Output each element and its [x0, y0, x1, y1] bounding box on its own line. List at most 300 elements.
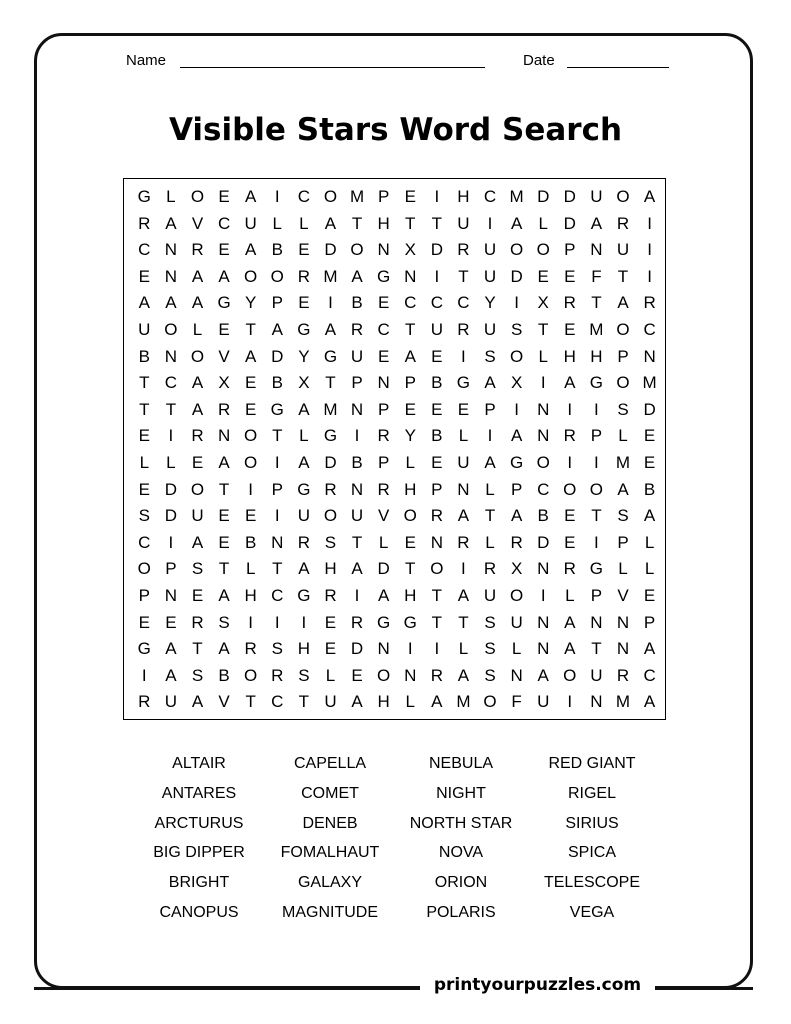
grid-cell[interactable]: L: [618, 426, 628, 446]
grid-cell[interactable]: M: [642, 373, 657, 393]
grid-cell[interactable]: D: [643, 399, 656, 419]
grid-cell[interactable]: I: [354, 586, 360, 605]
grid-cell[interactable]: R: [138, 213, 151, 233]
grid-cell[interactable]: A: [564, 639, 576, 659]
grid-cell[interactable]: O: [323, 187, 338, 206]
grid-cell[interactable]: A: [191, 532, 204, 552]
grid-cell[interactable]: U: [483, 586, 497, 605]
grid-cell[interactable]: H: [563, 346, 576, 366]
grid-cell[interactable]: O: [244, 453, 258, 472]
grid-cell[interactable]: P: [431, 479, 443, 499]
grid-cell[interactable]: G: [137, 639, 151, 659]
grid-cell[interactable]: A: [484, 453, 496, 472]
grid-cell[interactable]: S: [617, 506, 629, 526]
grid-cell[interactable]: T: [272, 426, 283, 446]
grid-cell[interactable]: O: [190, 346, 205, 366]
grid-cell[interactable]: R: [563, 559, 576, 579]
grid-cell[interactable]: T: [405, 213, 416, 233]
grid-cell[interactable]: A: [298, 559, 310, 579]
grid-cell[interactable]: P: [510, 479, 523, 499]
grid-cell[interactable]: E: [138, 426, 150, 446]
grid-cell[interactable]: A: [245, 346, 257, 366]
grid-cell[interactable]: Y: [404, 426, 416, 446]
grid-cell[interactable]: A: [457, 586, 470, 605]
grid-cell[interactable]: E: [377, 346, 390, 366]
grid-cell[interactable]: L: [538, 346, 548, 366]
grid-cell[interactable]: I: [274, 187, 280, 206]
grid-cell[interactable]: C: [404, 293, 417, 313]
grid-cell[interactable]: I: [594, 399, 599, 419]
grid-cell[interactable]: L: [405, 692, 415, 712]
grid-cell[interactable]: A: [245, 240, 257, 260]
grid-cell[interactable]: O: [536, 453, 550, 472]
grid-cell[interactable]: N: [537, 426, 550, 446]
grid-cell[interactable]: A: [564, 612, 576, 632]
grid-cell[interactable]: G: [589, 373, 603, 393]
grid-cell[interactable]: O: [244, 665, 258, 685]
grid-cell[interactable]: A: [643, 692, 656, 712]
grid-cell[interactable]: P: [138, 586, 150, 605]
grid-cell[interactable]: G: [403, 612, 417, 632]
grid-cell[interactable]: F: [511, 692, 522, 712]
grid-cell[interactable]: D: [563, 187, 576, 206]
grid-cell[interactable]: R: [563, 293, 576, 313]
grid-cell[interactable]: O: [616, 373, 630, 393]
grid-cell[interactable]: D: [324, 453, 337, 472]
grid-cell[interactable]: E: [431, 346, 443, 366]
grid-cell[interactable]: R: [297, 532, 310, 552]
grid-cell[interactable]: E: [218, 187, 230, 206]
grid-cell[interactable]: T: [591, 639, 602, 659]
grid-cell[interactable]: L: [166, 453, 176, 472]
grid-cell[interactable]: N: [271, 532, 284, 552]
grid-cell[interactable]: T: [405, 559, 416, 579]
grid-cell[interactable]: N: [457, 479, 470, 499]
grid-cell[interactable]: L: [299, 213, 309, 233]
grid-cell[interactable]: X: [537, 293, 549, 313]
grid-cell[interactable]: I: [567, 692, 573, 712]
grid-cell[interactable]: M: [456, 692, 471, 712]
grid-cell[interactable]: H: [244, 586, 257, 605]
grid-cell[interactable]: A: [564, 373, 576, 393]
grid-cell[interactable]: P: [377, 187, 390, 206]
grid-cell[interactable]: R: [191, 240, 204, 260]
grid-cell[interactable]: O: [190, 187, 205, 206]
grid-cell[interactable]: A: [431, 692, 443, 712]
grid-cell[interactable]: P: [643, 612, 656, 632]
grid-cell[interactable]: U: [590, 187, 603, 206]
grid-cell[interactable]: M: [615, 692, 631, 712]
grid-cell[interactable]: U: [164, 692, 178, 712]
grid-cell[interactable]: I: [540, 373, 546, 393]
grid-cell[interactable]: S: [298, 665, 310, 685]
grid-cell[interactable]: U: [191, 506, 204, 526]
grid-cell[interactable]: I: [461, 346, 466, 366]
grid-cell[interactable]: P: [617, 346, 629, 366]
grid-cell[interactable]: T: [272, 559, 283, 579]
grid-cell[interactable]: P: [590, 586, 603, 605]
grid-cell[interactable]: V: [617, 586, 629, 605]
grid-cell[interactable]: E: [324, 612, 337, 632]
grid-cell[interactable]: P: [271, 479, 283, 499]
grid-cell[interactable]: G: [509, 453, 524, 472]
grid-cell[interactable]: G: [270, 399, 284, 419]
grid-cell[interactable]: N: [643, 346, 656, 366]
grid-cell[interactable]: A: [510, 213, 523, 233]
grid-cell[interactable]: B: [271, 373, 283, 393]
grid-cell[interactable]: R: [350, 320, 364, 339]
grid-cell[interactable]: E: [298, 293, 310, 313]
grid-cell[interactable]: O: [244, 426, 258, 446]
name-line[interactable]: [180, 67, 485, 68]
grid-cell[interactable]: S: [617, 399, 629, 419]
grid-cell[interactable]: A: [351, 559, 363, 579]
grid-cell[interactable]: C: [297, 187, 310, 206]
grid-cell[interactable]: A: [617, 479, 629, 499]
grid-cell[interactable]: E: [351, 665, 363, 685]
grid-cell[interactable]: M: [615, 453, 631, 472]
grid-cell[interactable]: D: [271, 346, 284, 366]
grid-cell[interactable]: U: [510, 612, 523, 632]
grid-cell[interactable]: H: [457, 187, 470, 206]
grid-cell[interactable]: R: [297, 266, 310, 286]
grid-cell[interactable]: I: [434, 639, 440, 659]
grid-cell[interactable]: C: [138, 240, 151, 260]
grid-cell[interactable]: U: [616, 240, 630, 260]
grid-cell[interactable]: R: [510, 532, 523, 552]
grid-cell[interactable]: A: [165, 293, 177, 313]
grid-cell[interactable]: U: [297, 506, 310, 526]
grid-cell[interactable]: A: [165, 665, 177, 685]
grid-cell[interactable]: P: [564, 240, 576, 260]
grid-cell[interactable]: P: [165, 559, 177, 579]
grid-cell[interactable]: A: [165, 213, 177, 233]
grid-cell[interactable]: Y: [484, 293, 496, 313]
grid-cell[interactable]: I: [407, 639, 413, 659]
grid-cell[interactable]: G: [297, 586, 311, 605]
grid-cell[interactable]: T: [431, 586, 443, 605]
grid-cell[interactable]: I: [328, 293, 333, 313]
grid-cell[interactable]: G: [377, 612, 391, 632]
grid-cell[interactable]: C: [430, 293, 443, 313]
grid-cell[interactable]: L: [192, 320, 203, 339]
grid-cell[interactable]: G: [297, 479, 311, 499]
grid-cell[interactable]: D: [350, 639, 364, 659]
grid-cell[interactable]: N: [616, 612, 630, 632]
grid-cell[interactable]: O: [616, 320, 630, 339]
grid-cell[interactable]: O: [616, 187, 630, 206]
grid-cell[interactable]: D: [537, 187, 550, 206]
grid-cell[interactable]: E: [404, 399, 416, 419]
grid-cell[interactable]: L: [245, 559, 256, 579]
grid-cell[interactable]: U: [457, 213, 470, 233]
grid-cell[interactable]: N: [404, 266, 417, 286]
grid-cell[interactable]: O: [323, 506, 338, 526]
grid-cell[interactable]: U: [350, 346, 364, 366]
grid-cell[interactable]: O: [563, 479, 577, 499]
grid-cell[interactable]: E: [138, 612, 150, 632]
grid-cell[interactable]: P: [377, 453, 390, 472]
grid-cell[interactable]: I: [354, 426, 360, 446]
grid-cell[interactable]: N: [590, 612, 603, 632]
grid-cell[interactable]: A: [457, 506, 470, 526]
grid-cell[interactable]: I: [434, 266, 440, 286]
grid-cell[interactable]: I: [514, 399, 519, 419]
grid-cell[interactable]: G: [456, 373, 471, 393]
grid-cell[interactable]: U: [483, 240, 497, 260]
grid-cell[interactable]: C: [138, 532, 151, 552]
grid-cell[interactable]: A: [271, 320, 283, 339]
grid-cell[interactable]: S: [510, 320, 523, 339]
grid-cell[interactable]: C: [271, 586, 284, 605]
grid-cell[interactable]: R: [350, 612, 364, 632]
grid-cell[interactable]: L: [139, 453, 150, 472]
grid-cell[interactable]: N: [590, 692, 603, 712]
grid-cell[interactable]: N: [350, 479, 364, 499]
grid-cell[interactable]: P: [271, 293, 283, 313]
grid-cell[interactable]: A: [377, 586, 390, 605]
grid-cell[interactable]: L: [538, 213, 548, 233]
grid-cell[interactable]: A: [191, 266, 204, 286]
grid-cell[interactable]: I: [168, 426, 174, 446]
grid-cell[interactable]: L: [272, 213, 282, 233]
grid-cell[interactable]: R: [217, 399, 231, 419]
grid-cell[interactable]: T: [218, 479, 230, 499]
grid-cell[interactable]: B: [351, 293, 363, 313]
grid-cell[interactable]: A: [324, 320, 337, 339]
grid-cell[interactable]: O: [244, 266, 258, 286]
grid-cell[interactable]: N: [164, 240, 178, 260]
grid-cell[interactable]: A: [590, 213, 603, 233]
grid-cell[interactable]: A: [191, 399, 204, 419]
grid-cell[interactable]: G: [297, 320, 311, 339]
grid-cell[interactable]: L: [299, 426, 309, 446]
grid-cell[interactable]: T: [405, 320, 416, 339]
grid-cell[interactable]: A: [643, 639, 656, 659]
grid-cell[interactable]: I: [248, 479, 254, 499]
grid-cell[interactable]: O: [483, 692, 497, 712]
grid-cell[interactable]: A: [245, 187, 257, 206]
grid-cell[interactable]: R: [138, 692, 151, 712]
grid-cell[interactable]: T: [298, 692, 310, 712]
grid-cell[interactable]: T: [192, 639, 203, 659]
grid-cell[interactable]: E: [643, 426, 656, 446]
grid-cell[interactable]: I: [301, 612, 307, 632]
grid-cell[interactable]: V: [191, 213, 204, 233]
grid-cell[interactable]: O: [536, 240, 550, 260]
grid-cell[interactable]: L: [644, 532, 655, 552]
grid-cell[interactable]: T: [484, 506, 496, 526]
grid-cell[interactable]: M: [323, 399, 338, 419]
grid-cell[interactable]: C: [643, 320, 656, 339]
grid-cell[interactable]: R: [643, 293, 656, 313]
grid-cell[interactable]: V: [218, 346, 230, 366]
grid-cell[interactable]: N: [164, 266, 178, 286]
grid-cell[interactable]: B: [245, 532, 257, 552]
grid-cell[interactable]: X: [218, 373, 230, 393]
grid-cell[interactable]: S: [484, 346, 496, 366]
grid-cell[interactable]: T: [218, 559, 230, 579]
grid-cell[interactable]: O: [403, 506, 417, 526]
grid-cell[interactable]: C: [643, 665, 656, 685]
grid-cell[interactable]: B: [271, 240, 283, 260]
grid-cell[interactable]: R: [430, 665, 443, 685]
grid-cell[interactable]: O: [137, 559, 151, 579]
grid-cell[interactable]: A: [457, 665, 470, 685]
grid-cell[interactable]: M: [323, 266, 338, 286]
grid-cell[interactable]: C: [377, 320, 390, 339]
grid-cell[interactable]: E: [457, 399, 470, 419]
grid-cell[interactable]: O: [509, 240, 524, 260]
grid-cell[interactable]: U: [483, 320, 497, 339]
grid-cell[interactable]: R: [616, 665, 630, 685]
grid-cell[interactable]: C: [537, 479, 550, 499]
grid-cell[interactable]: H: [297, 639, 310, 659]
grid-cell[interactable]: R: [377, 479, 390, 499]
grid-cell[interactable]: P: [617, 532, 629, 552]
grid-cell[interactable]: R: [430, 506, 443, 526]
grid-cell[interactable]: E: [218, 240, 230, 260]
grid-cell[interactable]: L: [405, 453, 415, 472]
grid-cell[interactable]: B: [431, 373, 443, 393]
grid-cell[interactable]: R: [271, 665, 284, 685]
grid-cell[interactable]: U: [590, 665, 603, 685]
grid-cell[interactable]: T: [458, 266, 469, 286]
grid-cell[interactable]: X: [510, 373, 523, 393]
grid-cell[interactable]: D: [164, 479, 178, 499]
grid-cell[interactable]: T: [165, 399, 177, 419]
grid-cell[interactable]: S: [138, 506, 150, 526]
grid-cell[interactable]: S: [218, 612, 230, 632]
grid-cell[interactable]: L: [644, 559, 655, 579]
grid-cell[interactable]: S: [324, 532, 337, 552]
grid-cell[interactable]: A: [404, 346, 416, 366]
grid-cell[interactable]: P: [404, 373, 416, 393]
grid-cell[interactable]: L: [565, 586, 575, 605]
grid-cell[interactable]: E: [324, 639, 337, 659]
grid-cell[interactable]: O: [350, 240, 364, 260]
grid-cell[interactable]: A: [510, 506, 523, 526]
grid-cell[interactable]: B: [431, 426, 443, 446]
grid-cell[interactable]: E: [377, 293, 390, 313]
grid-cell[interactable]: I: [514, 293, 519, 313]
grid-cell[interactable]: O: [270, 266, 284, 286]
grid-cell[interactable]: T: [617, 266, 629, 286]
grid-cell[interactable]: R: [324, 479, 337, 499]
grid-cell[interactable]: U: [138, 320, 151, 339]
grid-cell[interactable]: E: [218, 532, 230, 552]
grid-cell[interactable]: E: [218, 320, 230, 339]
grid-cell[interactable]: O: [377, 665, 391, 685]
grid-cell[interactable]: A: [351, 692, 363, 712]
grid-cell[interactable]: P: [377, 399, 390, 419]
grid-cell[interactable]: N: [616, 639, 630, 659]
grid-cell[interactable]: R: [483, 559, 497, 579]
grid-cell[interactable]: I: [540, 586, 546, 605]
grid-cell[interactable]: A: [138, 293, 150, 313]
grid-cell[interactable]: C: [271, 692, 284, 712]
grid-cell[interactable]: L: [166, 187, 176, 206]
grid-cell[interactable]: R: [457, 320, 470, 339]
grid-cell[interactable]: N: [377, 240, 390, 260]
grid-cell[interactable]: X: [298, 373, 310, 393]
grid-cell[interactable]: R: [377, 426, 390, 446]
date-line[interactable]: [567, 67, 669, 68]
grid-cell[interactable]: U: [537, 692, 550, 712]
grid-cell[interactable]: N: [377, 373, 390, 393]
grid-cell[interactable]: E: [564, 266, 576, 286]
grid-cell[interactable]: U: [324, 692, 337, 712]
grid-cell[interactable]: D: [537, 532, 550, 552]
grid-cell[interactable]: T: [431, 213, 443, 233]
grid-cell[interactable]: N: [510, 665, 523, 685]
grid-cell[interactable]: T: [245, 692, 256, 712]
grid-cell[interactable]: U: [483, 266, 497, 286]
grid-cell[interactable]: O: [563, 665, 577, 685]
grid-cell[interactable]: L: [325, 665, 336, 685]
grid-cell[interactable]: E: [431, 453, 443, 472]
grid-cell[interactable]: N: [217, 426, 231, 446]
grid-cell[interactable]: X: [510, 559, 523, 579]
grid-cell[interactable]: B: [218, 665, 230, 685]
grid-cell[interactable]: T: [351, 213, 363, 233]
grid-cell[interactable]: T: [325, 373, 336, 393]
grid-cell[interactable]: N: [164, 586, 178, 605]
grid-cell[interactable]: E: [564, 320, 576, 339]
grid-cell[interactable]: L: [485, 479, 495, 499]
grid-cell[interactable]: A: [218, 586, 230, 605]
grid-cell[interactable]: O: [190, 479, 205, 499]
grid-cell[interactable]: N: [350, 399, 364, 419]
grid-cell[interactable]: P: [351, 373, 363, 393]
grid-cell[interactable]: M: [509, 187, 524, 206]
grid-cell[interactable]: S: [484, 639, 496, 659]
grid-cell[interactable]: V: [377, 506, 390, 526]
grid-cell[interactable]: E: [643, 453, 656, 472]
grid-cell[interactable]: A: [298, 399, 310, 419]
grid-cell[interactable]: O: [509, 346, 524, 366]
grid-cell[interactable]: O: [589, 479, 603, 499]
grid-cell[interactable]: A: [643, 187, 656, 206]
grid-cell[interactable]: S: [191, 665, 204, 685]
grid-cell[interactable]: G: [323, 346, 338, 366]
grid-cell[interactable]: G: [137, 187, 151, 206]
grid-cell[interactable]: R: [244, 639, 257, 659]
grid-cell[interactable]: N: [537, 612, 550, 632]
grid-cell[interactable]: O: [509, 586, 524, 605]
grid-cell[interactable]: O: [164, 320, 178, 339]
grid-cell[interactable]: C: [457, 293, 470, 313]
grid-cell[interactable]: N: [590, 240, 603, 260]
grid-cell[interactable]: C: [217, 213, 231, 233]
grid-cell[interactable]: A: [218, 453, 230, 472]
grid-cell[interactable]: V: [218, 692, 230, 712]
grid-cell[interactable]: B: [138, 346, 150, 366]
grid-cell[interactable]: N: [537, 399, 550, 419]
grid-cell[interactable]: M: [589, 320, 604, 339]
grid-cell[interactable]: G: [323, 426, 338, 446]
grid-cell[interactable]: S: [484, 612, 496, 632]
grid-cell[interactable]: A: [191, 293, 204, 313]
grid-cell[interactable]: I: [487, 426, 493, 446]
grid-cell[interactable]: H: [404, 586, 417, 605]
grid-cell[interactable]: T: [538, 320, 549, 339]
grid-cell[interactable]: A: [191, 373, 204, 393]
grid-cell[interactable]: H: [377, 692, 390, 712]
grid-cell[interactable]: N: [164, 346, 178, 366]
grid-cell[interactable]: I: [647, 266, 652, 286]
grid-cell[interactable]: I: [434, 187, 440, 206]
